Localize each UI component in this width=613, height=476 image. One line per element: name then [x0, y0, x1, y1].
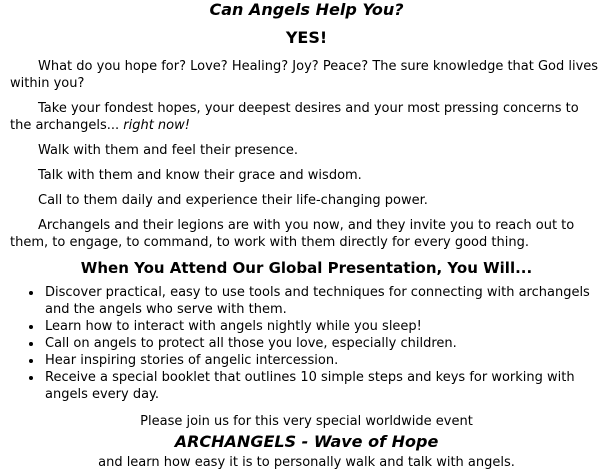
answer-heading: YES! [285, 28, 328, 47]
paragraph-take-hopes [10, 100, 603, 134]
paragraph-legions [10, 217, 603, 251]
section-heading: When You Attend Our Global Presentation, You Will... [80, 259, 533, 277]
list-item: • Hear inspiring stories of angelic intercession. [43, 352, 603, 369]
paragraph-call [10, 192, 603, 209]
page-title: Can Angels Help You? [209, 0, 404, 19]
paragraph-talk [10, 167, 603, 184]
paragraph-text: What do you hope for? Love? Healing? Joy? Peace? The sure knowledge that God lives within you? [10, 59, 599, 91]
paragraph-text: Talk with them and know their grace and wisdom. [38, 168, 362, 183]
event-name: ARCHANGELS - Wave of Hope [174, 432, 439, 451]
list-item: • Learn how to interact with angels nightly while you sleep! [43, 318, 603, 335]
closing-text: and learn how easy it is to personally walk and talk with angels. [98, 455, 515, 470]
benefits-list [10, 284, 603, 403]
list-item: • Discover practical, easy to use tools and techniques for connecting with archangels and the angels who serve with them. [43, 284, 603, 318]
paragraph-hopes [10, 58, 603, 92]
paragraph-text: Call to them daily and experience their life-changing power. [38, 193, 428, 208]
invite-text: Please join us for this very special worldwide event [140, 414, 473, 429]
paragraph-text: Archangels and their legions are with you now, and they invite you to reach out to them, to engage, to command, to work with them directly for every good thing. [10, 218, 575, 250]
list-item: • Call on angels to protect all those you love, especially children. [43, 335, 603, 352]
paragraph-walk [10, 142, 603, 159]
list-item: • Receive a special booklet that outlines 10 simple steps and keys for working with angels every day. [43, 369, 603, 403]
paragraph-emphasis: right now! [123, 118, 190, 133]
paragraph-text: Take your fondest hopes, your deepest desires and your most pressing concerns to the archangels... [10, 101, 579, 133]
paragraph-text: Walk with them and feel their presence. [38, 143, 299, 158]
